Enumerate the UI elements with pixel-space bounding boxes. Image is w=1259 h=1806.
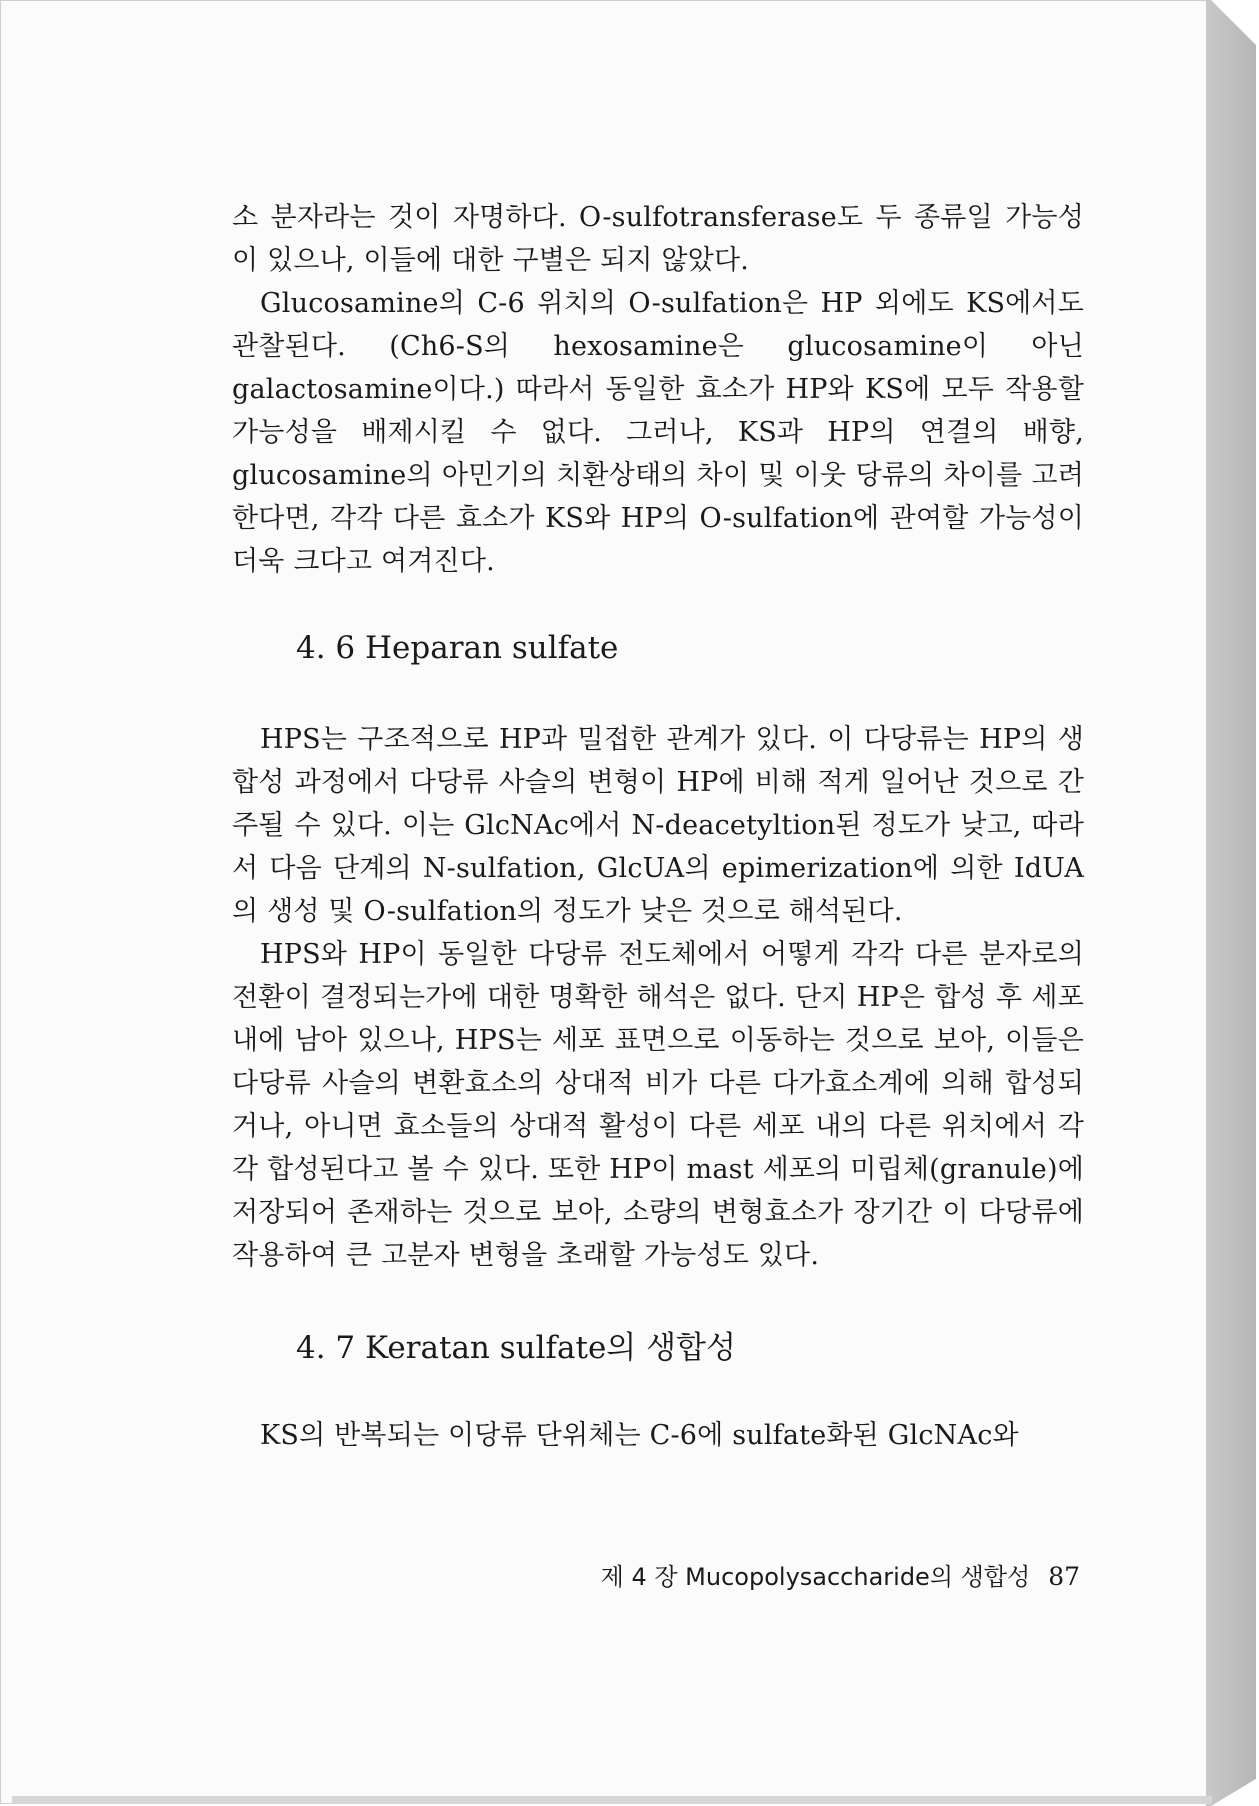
section-heading-4-7: 4. 7 Keratan sulfate의 생합성 bbox=[296, 1330, 736, 1366]
running-footer-chapter: 제 4 장 Mucopolysaccharide의 생합성 bbox=[600, 1563, 1031, 1591]
page-number: 87 bbox=[1048, 1562, 1080, 1591]
paragraph-hps-1: HPS는 구조적으로 HP과 밀접한 관계가 있다. 이 다당류는 HP의 생합성 과정에서 다당류 사슬의 변형이 HP에 비해 적게 일어난 것으로 간주될 수 있다. 이는 GlcNAc에서 N-deacetyltion된 정도가 낮고, 따라서 다음 단계의 N-sulfation, GlcUA의 epimerization에 의한 IdUA의 생성 및 O-sulfation의 정도가 낮은 것으로 해석된다. bbox=[232, 724, 1084, 927]
paragraph-intro-2: Glucosamine의 C-6 위치의 O-sulfation은 HP 외에도 KS에서도 관찰된다. (Ch6-S의 hexosamine은 glucosamine이 아닌 galactosamine이다.) 따라서 동일한 효소가 HP와 KS에 모두 작용할 가능성을 배제시킬 수 없다. 그러나, KS과 HP의 연결의 배향, glucosamine의 아민기의 치환상태의 차이 및 이웃 당류의 차이를 고려한다면, 각각 다른 효소가 KS와 HP의 O-sulfation에 관여할 가능성이 더욱 크다고 여겨진다. bbox=[232, 288, 1084, 577]
section-heading-4-6: 4. 6 Heparan sulfate bbox=[296, 630, 619, 666]
paragraph-hps-2: HPS와 HP이 동일한 다당류 전도체에서 어떻게 각각 다른 분자로의 전환이 결정되는가에 대한 명확한 해석은 없다. 단지 HP은 합성 후 세포 내에 남아 있으나, HPS는 세포 표면으로 이동하는 것으로 보아, 이들은 다당류 사슬의 변환효소의 상대적 비가 다른 다가효소계에 의해 합성되거나, 아니면 효소들의 상대적 활성이 다른 세포 내의 다른 위치에서 각각 합성된다고 볼 수 있다. 또한 HP이 mast 세포의 미립체(granule)에 저장되어 존재하는 것으로 보아, 소량의 변형효소가 장기간 이 다당류에 작용하여 큰 고분자 변형을 초래할 가능성도 있다. bbox=[232, 939, 1084, 1271]
paragraph-intro-1: 소 분자라는 것이 자명하다. O-sulfotransferase도 두 종류일 가능성이 있으나, 이들에 대한 구별은 되지 않았다. bbox=[232, 202, 1084, 276]
paragraph-ks-1: KS의 반복되는 이당류 단위체는 C-6에 sulfate화된 GlcNAc와 bbox=[260, 1420, 1019, 1451]
page-bottom-edge bbox=[12, 1796, 1212, 1804]
page-content bbox=[232, 196, 1084, 1457]
page-edge bbox=[1206, 0, 1256, 1806]
page-footer bbox=[580, 1562, 1080, 1592]
